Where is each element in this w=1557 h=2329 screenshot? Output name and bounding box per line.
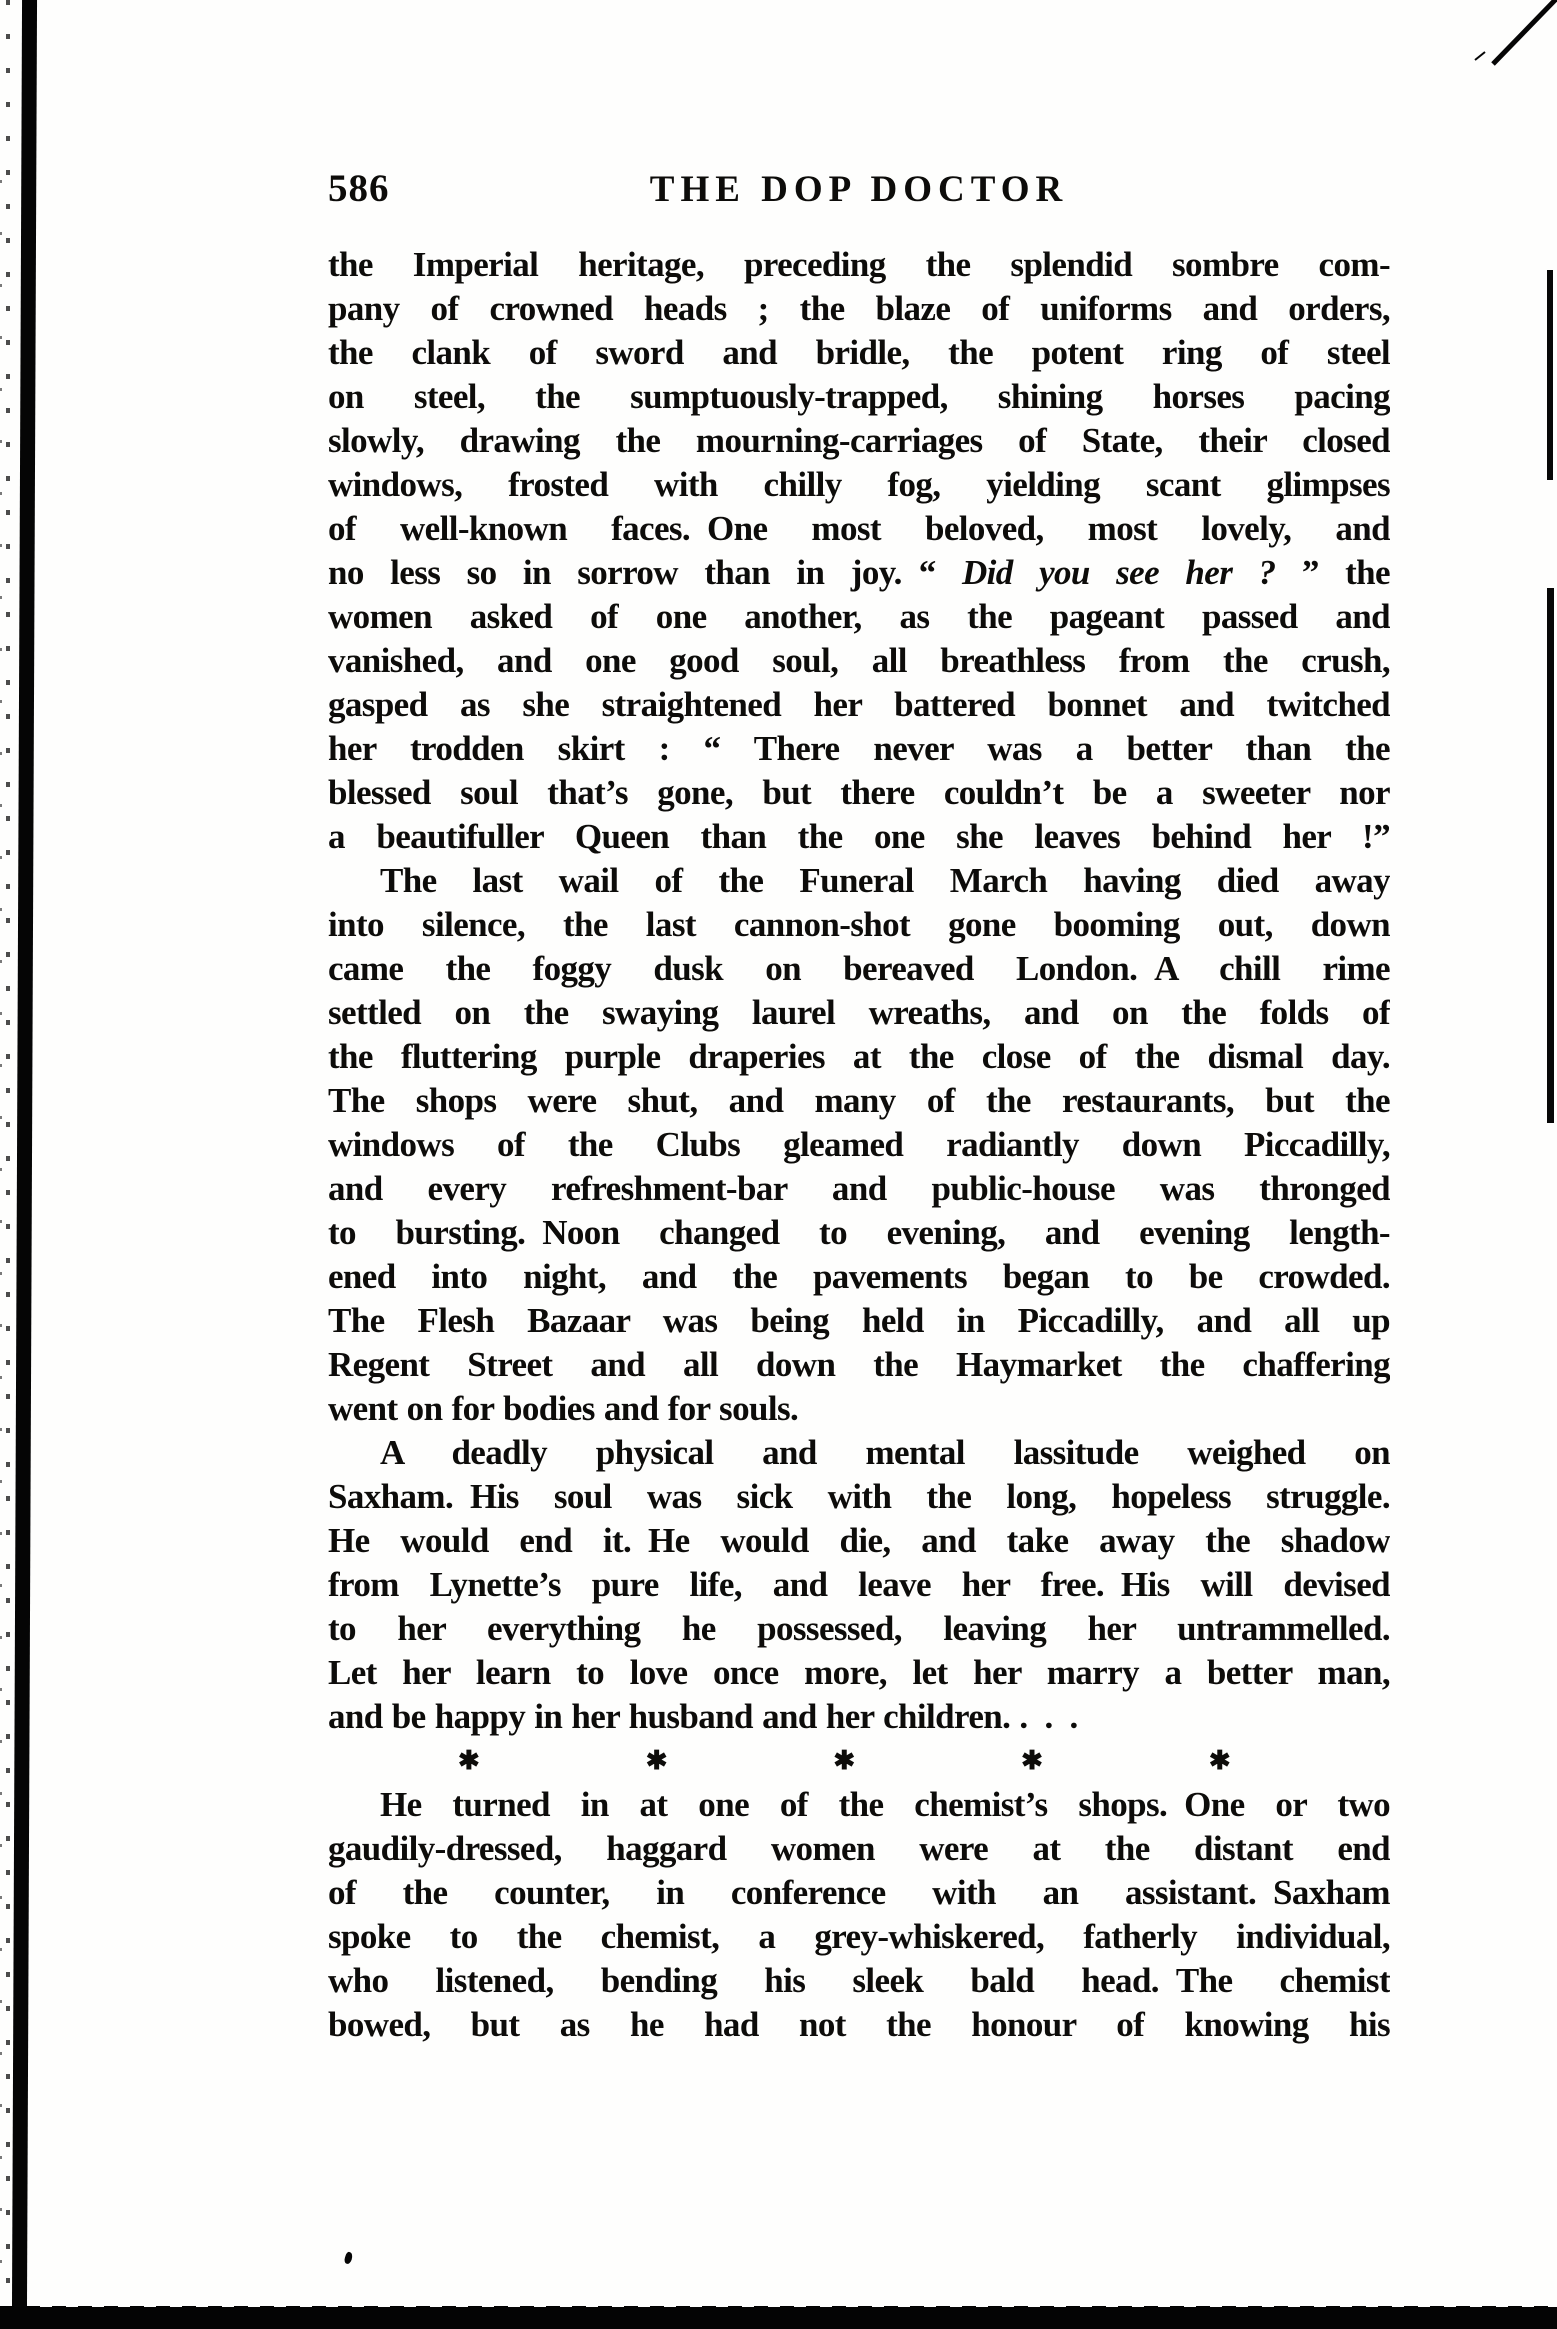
text-line: Saxham. His soul was sick with the long, hopeless struggle. — [328, 1477, 1390, 1516]
scan-artifact-ink-mark — [343, 2251, 353, 2265]
text-line: the fluttering purple draperies at the close of the dismal day. — [328, 1037, 1390, 1076]
text-line: The shops were shut, and many of the restaurants, but the — [328, 1081, 1390, 1120]
scan-artifact-left-speckle — [6, 0, 10, 2310]
text-line: from Lynette’s pure life, and leave her free. His will devised — [328, 1565, 1390, 1604]
text-line: her trodden skirt : “ There never was a better than the — [328, 729, 1390, 768]
asterisk-glyph: ✱ — [833, 1746, 855, 1775]
text-line: spoke to the chemist, a grey-whiskered, fatherly individual, — [328, 1917, 1390, 1956]
text-line: who listened, bending his sleek bald head. The chemist — [328, 1961, 1390, 2000]
page-number: 586 — [328, 167, 390, 210]
text-line: vanished, and one good soul, all breathless from the crush, — [328, 641, 1390, 680]
scan-artifact-right-line-lower — [1547, 588, 1554, 1123]
text-line: and be happy in her husband and her children. . . . — [328, 1697, 1078, 1736]
text-line: ened into night, and the pavements began to be crowded. — [328, 1257, 1390, 1296]
text-line: a beautifuller Queen than the one she leaves behind her !” — [328, 817, 1390, 856]
text-segment: ” the — [1275, 553, 1390, 592]
text-segment: no less so in sorrow than in joy. “ — [328, 553, 962, 592]
text-line: gasped as she straightened her battered bonnet and twitched — [328, 685, 1390, 724]
text-line: came the foggy dusk on bereaved London. A chill rime — [328, 949, 1390, 988]
running-title: THE DOP DOCTOR — [649, 169, 1069, 210]
asterisk-glyph: ✱ — [645, 1746, 667, 1775]
scan-artifact-left-border — [12, 0, 37, 2322]
text-line: Regent Street and all down the Haymarket the chaffering — [328, 1345, 1390, 1384]
scan-artifact-right-line-upper — [1547, 270, 1553, 480]
text-line: bowed, but as he had not the honour of knowing his — [328, 2005, 1390, 2044]
text-line: went on for bodies and for souls. — [328, 1389, 799, 1428]
text-line: A deadly physical and mental lassitude weighed on — [380, 1433, 1390, 1472]
scan-artifact-bottom-bar — [0, 2307, 1557, 2329]
text-line: windows, frosted with chilly fog, yielding scant glimpses — [328, 465, 1390, 504]
text-line: pany of crowned heads ; the blaze of uniforms and orders, — [328, 289, 1390, 328]
text-line: He would end it. He would die, and take away the shadow — [328, 1521, 1390, 1560]
text-line: into silence, the last cannon-shot gone booming out, down — [328, 905, 1390, 944]
text-line: and every refreshment-bar and public-house was thronged — [328, 1169, 1390, 1208]
text-line: The Flesh Bazaar was being held in Piccadilly, and all up — [328, 1301, 1390, 1340]
scan-artifact-corner-diagonal — [1467, 0, 1557, 80]
text-line: windows of the Clubs gleamed radiantly down Piccadilly, — [328, 1125, 1390, 1164]
text-line: the Imperial heritage, preceding the splendid sombre com- — [328, 245, 1390, 284]
asterisk-glyph: ✱ — [458, 1746, 480, 1775]
scan-artifact-left-speckle-2 — [0, 180, 2, 2310]
page-header — [328, 166, 1390, 212]
separator-row — [328, 1739, 1390, 1783]
asterisk-glyph: ✱ — [1208, 1746, 1230, 1775]
text-line: women asked of one another, as the pageant passed and — [328, 597, 1390, 636]
text-line: settled on the swaying laurel wreaths, and on the folds of — [328, 993, 1390, 1032]
text-line: on steel, the sumptuously-trapped, shining horses pacing — [328, 377, 1390, 416]
text-line: of the counter, in conference with an assistant. Saxham — [328, 1873, 1390, 1912]
text-line: He turned in at one of the chemist’s shops. One or two — [380, 1785, 1390, 1824]
text-line: gaudily-dressed, haggard women were at the distant end — [328, 1829, 1390, 1868]
italic-phrase: Did you see her ? — [962, 553, 1276, 592]
text-line: to bursting. Noon changed to evening, and evening length- — [328, 1213, 1390, 1252]
text-line: Let her learn to love once more, let her marry a better man, — [328, 1653, 1390, 1692]
text-line: slowly, drawing the mourning-carriages of State, their closed — [328, 421, 1390, 460]
text-block — [328, 243, 1390, 2047]
text-line: to her everything he possessed, leaving her untrammelled. — [328, 1609, 1390, 1648]
text-line: The last wail of the Funeral March having died away — [380, 861, 1390, 900]
text-line: blessed soul that’s gone, but there couldn’t be a sweeter nor — [328, 773, 1390, 812]
text-line: the clank of sword and bridle, the potent ring of steel — [328, 333, 1390, 372]
asterisk-glyph: ✱ — [1021, 1746, 1043, 1775]
text-line: of well-known faces. One most beloved, most lovely, and — [328, 509, 1390, 548]
text-line — [328, 551, 1390, 595]
